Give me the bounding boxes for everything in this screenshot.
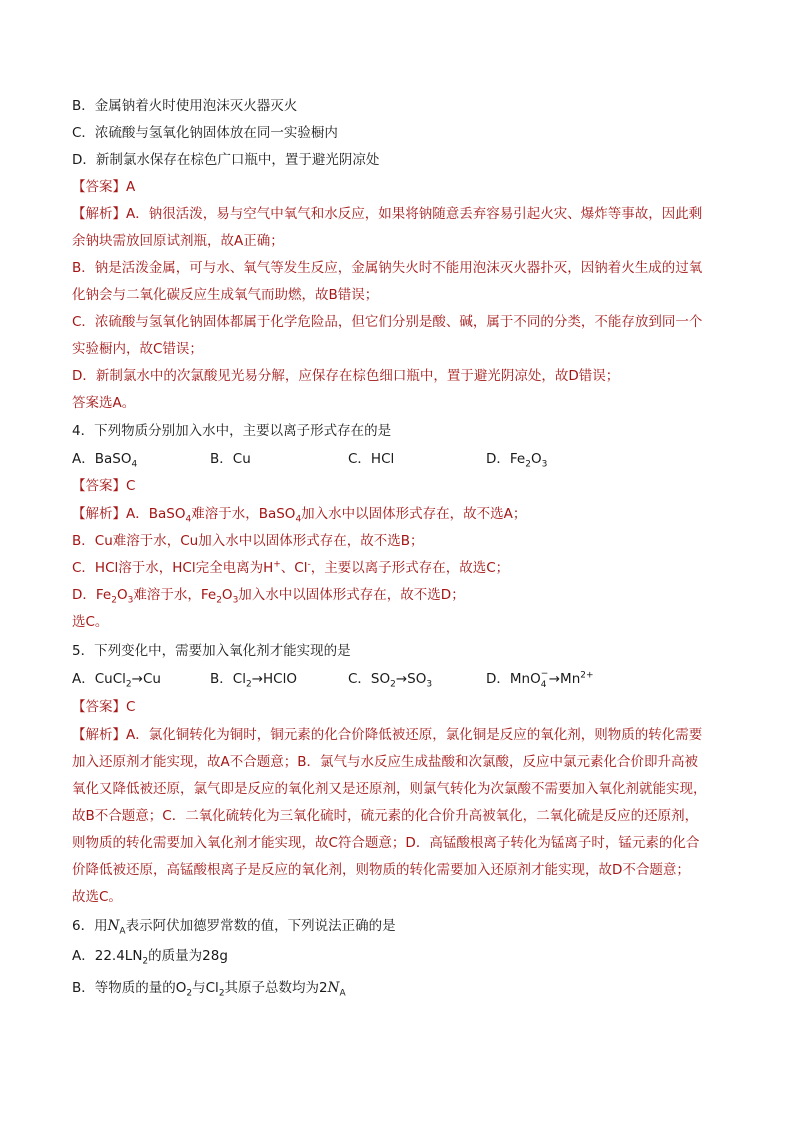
subscript: 2 xyxy=(245,679,252,690)
superscript: - xyxy=(307,559,311,570)
q4-analysis-line xyxy=(72,558,732,578)
subscript: 4 xyxy=(295,514,302,525)
subscript: A xyxy=(339,988,346,999)
text-run: 难溶于水，BaSO xyxy=(191,506,296,522)
subscript: 2 xyxy=(111,595,117,606)
q3-analysis-line: B．钠是活泼金属，可与水、氧气等发生反应，金属钠失火时不能用泡沫灭火器扑灭，因钠着火生成的过氧 xyxy=(72,260,703,276)
text-run: →HClO xyxy=(251,671,297,687)
text-run: A．CuCl xyxy=(72,671,126,687)
q4-options xyxy=(72,449,732,469)
text-run: 加入水中以固体形式存在，故不选A； xyxy=(301,506,527,522)
q4-option-d-text: D．Fe xyxy=(486,451,526,467)
subscript: 3 xyxy=(426,679,433,690)
q5-option-d: D．MnO − 4 $\to Mn^{2+}$ xyxy=(486,669,594,690)
q6-stem xyxy=(72,916,732,936)
text-run: →Cu xyxy=(131,671,161,687)
text-run: 【解析】A．BaSO xyxy=(72,506,186,522)
q3-analysis-line: D．新制氯水中的次氯酸见光易分解，应保存在棕色细口瓶中，置于避光阴凉处，故D错误； xyxy=(72,368,620,384)
superscript: + xyxy=(273,559,281,570)
q6-option-b xyxy=(72,978,732,998)
subscript: 4 xyxy=(185,514,192,525)
q4-analysis-line xyxy=(72,504,732,524)
q5-options xyxy=(72,669,732,689)
text-run: →SO xyxy=(395,671,427,687)
q4-stem: 4．下列物质分别加入水中，主要以离子形式存在的是 xyxy=(72,423,392,439)
q3-analysis-line: 余钠块需放回原试剂瓶，故A正确； xyxy=(72,233,284,249)
subscript: 3 xyxy=(541,459,548,470)
q4-option-d xyxy=(486,449,547,469)
text-run: O xyxy=(221,587,233,603)
text-run: C．SO xyxy=(348,671,391,687)
text-run: ，主要以离子形式存在，故选C； xyxy=(310,560,510,576)
q3-conclusion: 答案选A。 xyxy=(72,395,136,411)
text-run: B．等物质的量的O xyxy=(72,980,187,996)
q5-analysis-line: 价降低被还原，高锰酸根离子是反应的氧化剂，则物质的转化需要加入还原剂才能实现，故D不合题意； xyxy=(72,862,690,878)
q5-stem: 5．下列变化中，需要加入氧化剂才能实现的是 xyxy=(72,643,351,659)
text-run: 难溶于水，Fe xyxy=(133,587,217,603)
subscript: 2 xyxy=(218,988,225,999)
text-run: 6．用 xyxy=(72,918,108,934)
text-run: D．MnO xyxy=(486,671,541,687)
q5-analysis-line: 则物质的转化需要加入氧化剂才能实现，故C符合题意；D．高锰酸根离子转化为锰离子时，锰元素的化合 xyxy=(72,835,700,851)
text-run: 、Cl xyxy=(280,560,308,576)
text-run: 与Cl xyxy=(192,980,219,996)
text-run: C．HCl溶于水，HCl完全电离为H xyxy=(72,560,274,576)
q4-option-a-text: A．BaSO xyxy=(72,451,132,467)
text-run: B．Cl xyxy=(210,671,246,687)
text-run: 其原子总数均为2 xyxy=(224,980,328,996)
q5-analysis-line: 故B不合题意；C．二氧化硫转化为三氧化硫时，硫元素的化合价升高被氧化，二氧化硫是反应的还原剂， xyxy=(72,808,699,824)
q5-answer: 【答案】C xyxy=(72,699,136,715)
text-run: A．22.4LN xyxy=(72,948,143,964)
q3-option-d: D．新制氯水保存在棕色广口瓶中，置于避光阴凉处 xyxy=(72,152,380,168)
text-run: 表示阿伏加德罗常数的值，下列说法正确的是 xyxy=(125,918,396,934)
q5-analysis-line: 加入还原剂才能实现，故A不合题意；B．氯气与水反应生成盐酸和次氯酸，反应中氯元素化合价即升高被 xyxy=(72,754,698,770)
q3-analysis-line: 化钠会与二氧化碳反应生成氧气而助燃，故B错误； xyxy=(72,287,379,303)
q5-option-c xyxy=(348,669,432,689)
q5-conclusion: 故选C。 xyxy=(72,889,122,905)
q6-option-a xyxy=(72,946,732,966)
subscript: A xyxy=(119,926,126,937)
q3-analysis-line: 【解析】A．钠很活泼，易与空气中氧气和水反应，如果将钠随意丢弃容易引起火灾、爆炸等事故，因此剩 xyxy=(72,206,703,222)
q4-option-c: C．HCl xyxy=(348,451,395,467)
q5-analysis-line: 【解析】A．氯化铜转化为铜时，铜元素的化合价降低被还原，氯化铜是反应的氧化剂，则物质的转化需要 xyxy=(72,727,703,743)
q4-conclusion: 选C。 xyxy=(72,614,109,630)
text-run: 加入水中以固体形式存在，故不选D； xyxy=(238,587,465,603)
subscript: 3 xyxy=(232,595,239,606)
q4-option-a xyxy=(72,449,137,469)
q5-option-a xyxy=(72,669,161,689)
subscript: 2 xyxy=(525,459,531,470)
q4-analysis-line: B．Cu难溶于水，Cu加入水中以固体形式存在，故不选B； xyxy=(72,533,424,549)
q3-option-c: C．浓硫酸与氢氧化钠固体放在同一实验橱内 xyxy=(72,125,338,141)
subscript: 4 xyxy=(131,459,138,470)
subscript: 2 xyxy=(125,679,132,690)
q3-answer: 【答案】A xyxy=(72,179,136,195)
text-run: →Mn xyxy=(548,671,581,687)
subscript: 2 xyxy=(142,956,149,967)
subscript: 2 xyxy=(390,679,396,690)
avogadro-symbol: N xyxy=(327,980,340,996)
avogadro-symbol: N xyxy=(107,918,120,934)
subscript: 2 xyxy=(186,988,193,999)
text-run: D．Fe xyxy=(72,587,112,603)
q4-option-d-text: O xyxy=(530,451,542,467)
subscript: 3 xyxy=(127,595,134,606)
q3-analysis-line: C．浓硫酸与氢氧化钠固体都属于化学危险品，但它们分别是酸、碱，属于不同的分类，不能存放到同一个 xyxy=(72,314,703,330)
q5-option-b xyxy=(210,669,297,689)
q3-option-b: B．金属钠着火时使用泡沫灭火器灭火 xyxy=(72,98,298,114)
q3-analysis-line: 实验橱内，故C错误； xyxy=(72,341,203,357)
subscript: 2 xyxy=(216,595,222,606)
q4-option-b: B．Cu xyxy=(210,451,251,467)
text-run: O xyxy=(116,587,128,603)
q5-analysis-line: 氧化又降低被还原，氯气即是反应的氧化剂又是还原剂，则氯气转化为次氯酸不需要加入氧化剂就能实现， xyxy=(72,781,707,797)
q4-answer: 【答案】C xyxy=(72,478,136,494)
text-run: 的质量为28g xyxy=(148,948,228,964)
q4-analysis-line xyxy=(72,585,732,605)
superscript: 2+ xyxy=(580,670,594,681)
